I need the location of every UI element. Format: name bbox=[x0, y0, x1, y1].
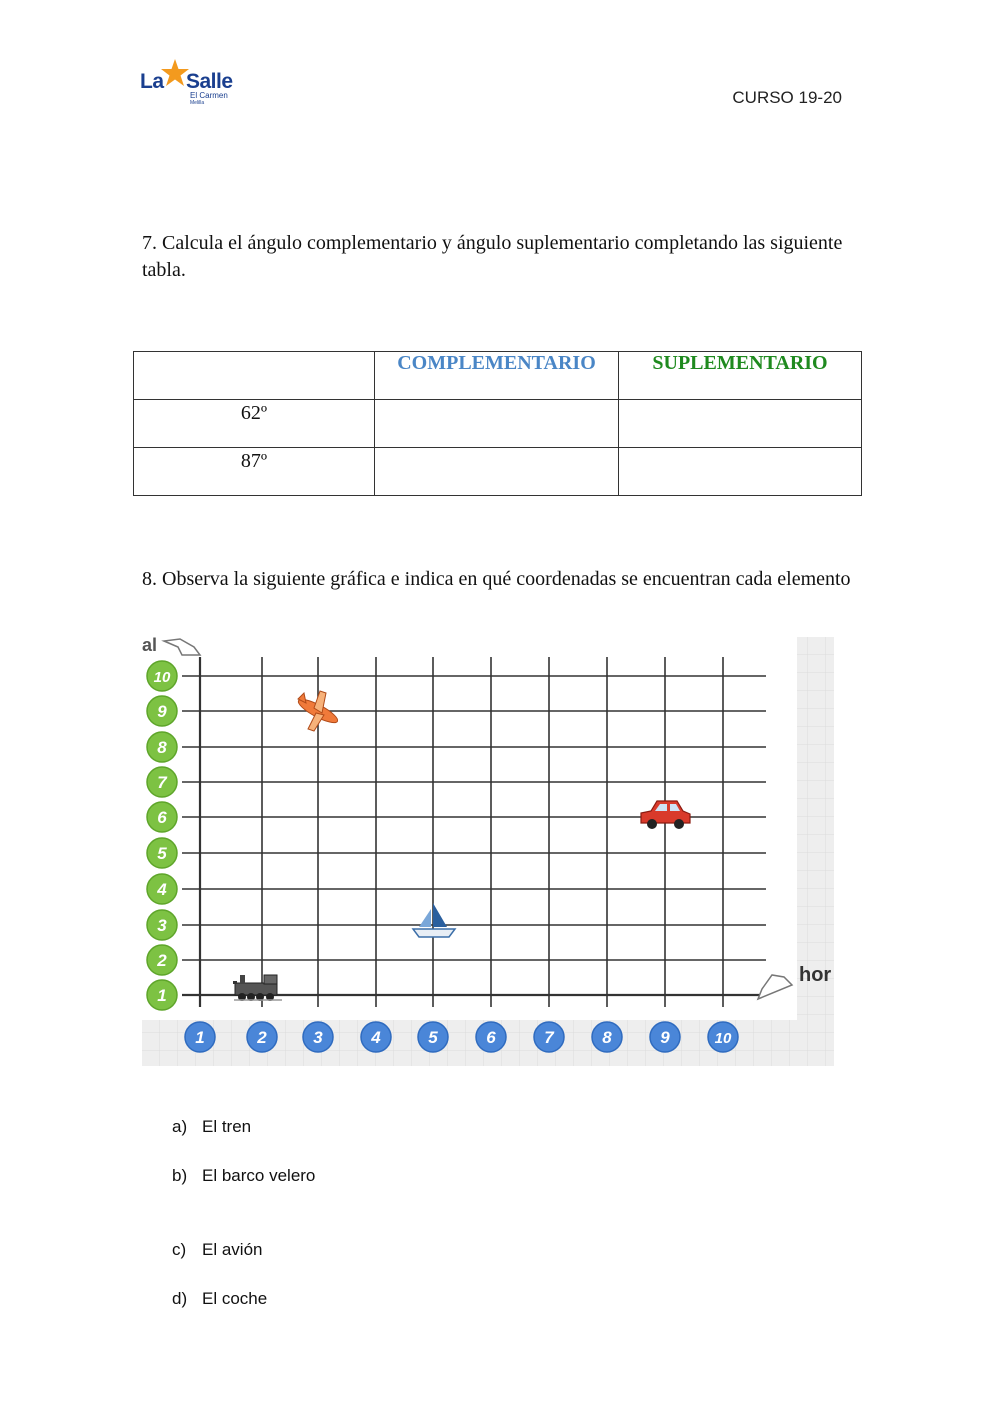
answer-item bbox=[172, 1166, 315, 1186]
suplementario-cell[interactable] bbox=[619, 448, 862, 496]
y-tick-label: 5 bbox=[157, 844, 167, 863]
school-logo bbox=[140, 58, 240, 108]
y-tick-label: 6 bbox=[157, 808, 167, 827]
complementario-cell[interactable] bbox=[375, 448, 619, 496]
x-tick-label: 2 bbox=[257, 1028, 267, 1047]
x-tick-label: 6 bbox=[486, 1028, 496, 1047]
x-tick-label: 10 bbox=[714, 1030, 732, 1047]
y-tick-label: 8 bbox=[157, 738, 167, 757]
logo-city: Melilla bbox=[190, 100, 205, 106]
angle-cell: 87º bbox=[134, 448, 375, 496]
y-tick-badge bbox=[147, 874, 177, 904]
x-tick-badge bbox=[708, 1022, 738, 1052]
x-tick-badge bbox=[185, 1022, 215, 1052]
y-tick-badge bbox=[147, 838, 177, 868]
y-tick-badge bbox=[147, 696, 177, 726]
answer-text: El tren bbox=[202, 1117, 252, 1136]
vertical-axis-label: al bbox=[142, 637, 158, 655]
x-tick-label: 8 bbox=[602, 1028, 612, 1047]
x-tick-badge bbox=[476, 1022, 506, 1052]
question-7-text: 7. Calcula el ángulo complementario y ángulo suplementario completando las siguiente tabla. bbox=[142, 232, 843, 281]
y-tick-label: 10 bbox=[153, 669, 171, 686]
answer-text: El avión bbox=[202, 1240, 263, 1259]
table-row bbox=[134, 448, 862, 496]
x-tick-badge bbox=[650, 1022, 680, 1052]
x-tick-badge bbox=[361, 1022, 391, 1052]
answer-item bbox=[172, 1117, 251, 1137]
course-label: CURSO 19-20 bbox=[732, 88, 842, 107]
answer-letter: b) bbox=[172, 1166, 188, 1185]
y-tick-badge bbox=[147, 910, 177, 940]
y-tick-label: 3 bbox=[157, 916, 167, 935]
coordinate-grid-svg bbox=[142, 637, 834, 1066]
answer-item bbox=[172, 1289, 267, 1309]
x-tick-badge bbox=[247, 1022, 277, 1052]
y-tick-badge bbox=[147, 661, 177, 691]
y-tick-badge bbox=[147, 767, 177, 797]
answer-item bbox=[172, 1240, 262, 1260]
suplementario-cell[interactable] bbox=[619, 400, 862, 448]
x-tick-badge bbox=[534, 1022, 564, 1052]
x-tick-label: 9 bbox=[660, 1028, 670, 1047]
x-tick-badge bbox=[418, 1022, 448, 1052]
grid-side-strip bbox=[797, 637, 834, 1066]
header-complementario: COMPLEMENTARIO bbox=[375, 352, 619, 400]
table-header-empty bbox=[134, 352, 375, 400]
y-tick-badge bbox=[147, 732, 177, 762]
answer-letter: c) bbox=[172, 1240, 187, 1259]
y-tick-badge bbox=[147, 802, 177, 832]
y-tick-label: 2 bbox=[157, 951, 167, 970]
complementario-cell[interactable] bbox=[375, 400, 619, 448]
y-tick-badge bbox=[147, 945, 177, 975]
x-tick-badge bbox=[592, 1022, 622, 1052]
answer-text: El coche bbox=[202, 1289, 268, 1308]
horizontal-axis-label: hor bbox=[799, 964, 832, 986]
question-8-text: 8. Observa la siguiente gráfica e indica en qué coordenadas se encuentran cada elemento bbox=[142, 568, 851, 590]
coordinate-grid bbox=[142, 637, 834, 1066]
grid-background bbox=[142, 637, 834, 1066]
table-row bbox=[134, 400, 862, 448]
header-suplementario: SUPLEMENTARIO bbox=[619, 352, 862, 400]
x-tick-label: 3 bbox=[313, 1028, 323, 1047]
x-tick-label: 1 bbox=[195, 1028, 205, 1047]
y-tick-badge bbox=[147, 980, 177, 1010]
x-tick-label: 5 bbox=[428, 1028, 438, 1047]
answer-letter: a) bbox=[172, 1117, 188, 1136]
y-tick-label: 1 bbox=[157, 986, 167, 1005]
answer-text: El barco velero bbox=[202, 1166, 316, 1185]
logo-la: La bbox=[140, 70, 164, 93]
x-tick-badge bbox=[303, 1022, 333, 1052]
angles-table bbox=[133, 351, 862, 496]
x-tick-label: 4 bbox=[371, 1028, 381, 1047]
answer-letter: d) bbox=[172, 1289, 188, 1308]
x-tick-label: 7 bbox=[544, 1028, 554, 1047]
y-tick-label: 4 bbox=[157, 880, 167, 899]
table-header-row bbox=[134, 352, 862, 400]
y-tick-label: 9 bbox=[157, 702, 167, 721]
y-tick-label: 7 bbox=[157, 773, 167, 792]
logo-subtitle: El Carmen bbox=[190, 91, 228, 100]
angle-cell: 62º bbox=[134, 400, 375, 448]
logo-salle: Salle bbox=[186, 70, 233, 93]
